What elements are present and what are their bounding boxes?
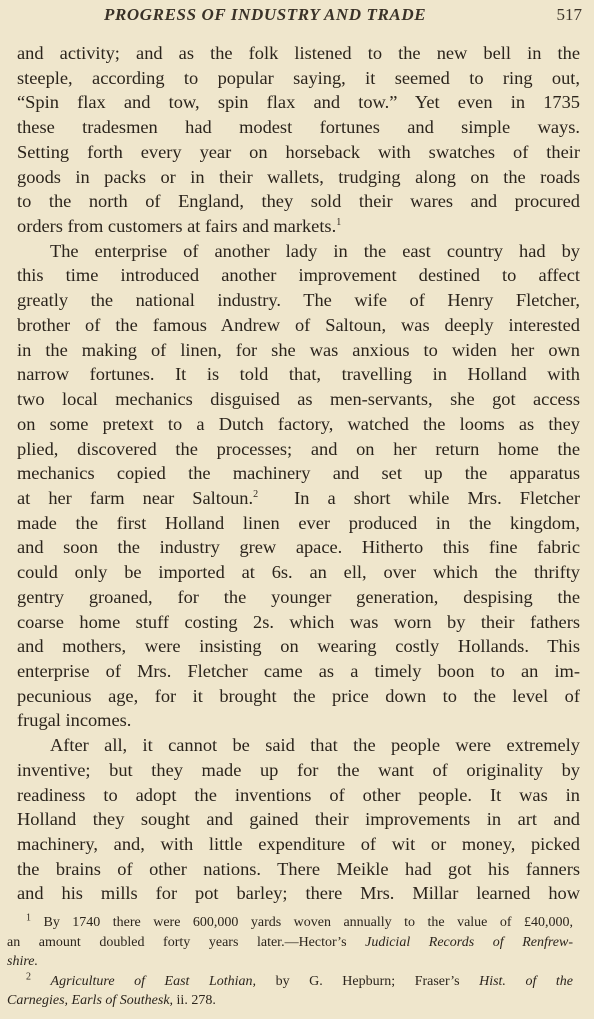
- footnote-2-line: [7, 972, 573, 992]
- text-line: pecunious age, for it brought the price down to the level of: [17, 685, 580, 706]
- text-line: to the north of England, they sold their wares and procured: [17, 191, 580, 212]
- footnote-text: by G. Hepburn; Fraser’s: [256, 973, 480, 989]
- text-line: frugal incomes.: [17, 710, 132, 731]
- footnote-ref: 2: [253, 488, 259, 500]
- text-line: on some pretext to a Dutch factory, watched the looms as they: [17, 413, 580, 434]
- page-number: 517: [556, 5, 582, 24]
- text-line: [17, 214, 580, 239]
- text-line: could only be imported at 6s. an ell, over which the thrifty: [17, 562, 580, 583]
- text-line: The enterprise of another lady in the east country had by: [50, 240, 580, 261]
- footnote-ref: 1: [336, 216, 342, 228]
- footnote-citation: shire.: [7, 954, 38, 969]
- text-line: Setting forth every year on horseback with swatches of their: [17, 141, 580, 162]
- text-line: [17, 486, 580, 511]
- text-line: and his mills for pot barley; there Mrs. Millar learned how: [17, 883, 580, 904]
- footnote-2-line: [7, 991, 573, 1011]
- text-line: “Spin flax and tow, spin flax and tow.” Yet even in 1735: [17, 92, 580, 113]
- text-line: these tradesmen had modest fortunes and simple ways.: [17, 117, 580, 138]
- footnote-text: By 1740 there were 600,000 yards woven annually to the value of £40,000,: [43, 915, 573, 930]
- footnote-marker: 2: [26, 971, 31, 982]
- footnote-citation: Judicial Records of Renfrew-: [365, 934, 573, 950]
- footnote-1-line: [7, 913, 573, 933]
- footnote-citation: Carnegies, Earls of Southesk,: [7, 993, 174, 1008]
- footnote-1-line: [7, 933, 573, 953]
- text-line: steeple, according to popular saying, it seemed to ring out,: [17, 67, 580, 88]
- text-line: Holland they sought and gained their improvements in art and: [17, 809, 580, 830]
- text-line: After all, it cannot be said that the people were extremely: [50, 735, 580, 756]
- text-line: goods in packs or in their wallets, trudging along on the roads: [17, 166, 580, 187]
- running-title: PROGRESS OF INDUSTRY AND TRADE: [104, 5, 427, 24]
- text-line: readiness to adopt the inventions of other people. It was in: [17, 784, 580, 805]
- text-line: two local mechanics disguised as men-servants, she got access: [17, 389, 580, 410]
- footnote-marker: 1: [26, 913, 31, 924]
- text-line: greatly the national industry. The wife of Henry Fletcher,: [17, 290, 580, 311]
- footnotes: [7, 913, 573, 1011]
- text-line: gentry groaned, for the younger generation, despising the: [17, 586, 580, 607]
- text-line-content: orders from customers at fairs and markets.: [17, 216, 337, 237]
- text-line: inventive; but they made up for the want of originality by: [17, 759, 580, 780]
- text-line-content: at her farm near Saltoun.: [17, 487, 254, 508]
- text-line: in the making of linen, for she was anxious to widen her own: [17, 339, 580, 360]
- text-line: this time introduced another improvement destined to affect: [17, 265, 580, 286]
- text-line: and soon the industry grew apace. Hitherto this fine fabric: [17, 537, 580, 558]
- body-text: [17, 41, 580, 906]
- text-line: coarse home stuff costing 2s. which was worn by their fathers: [17, 611, 580, 632]
- running-head: [0, 5, 594, 27]
- text-line: narrow fortunes. It is told that, travelling in Holland with: [17, 364, 580, 385]
- text-line: and mothers, were insisting on wearing costly Hollands. This: [17, 636, 580, 657]
- text-line: plied, discovered the processes; and on her return home the: [17, 438, 580, 459]
- footnote-text: an amount doubled forty years later.—Hector’s: [7, 934, 366, 950]
- footnote-citation: Agriculture of East Lothian,: [50, 973, 257, 989]
- text-line: machinery, and, with little expenditure of wit or money, picked: [17, 834, 580, 854]
- text-line: and activity; and as the folk listened to the new bell in the: [17, 43, 580, 63]
- footnote-citation: Hist. of the: [479, 973, 573, 989]
- text-line: the brains of other nations. There Meikle had got his fanners: [17, 858, 580, 879]
- text-line-content: In a short while Mrs. Fletcher: [294, 487, 580, 508]
- text-line: mechanics copied the machinery and set up the apparatus: [17, 463, 580, 484]
- text-line: enterprise of Mrs. Fletcher came as a timely boon to an im-: [17, 660, 580, 681]
- footnote-text: ii. 278.: [173, 993, 216, 1008]
- footnote-1-line: [7, 952, 573, 972]
- text-line: made the first Holland linen ever produced in the kingdom,: [17, 512, 580, 533]
- text-line: brother of the famous Andrew of Saltoun, was deeply interested: [17, 314, 580, 335]
